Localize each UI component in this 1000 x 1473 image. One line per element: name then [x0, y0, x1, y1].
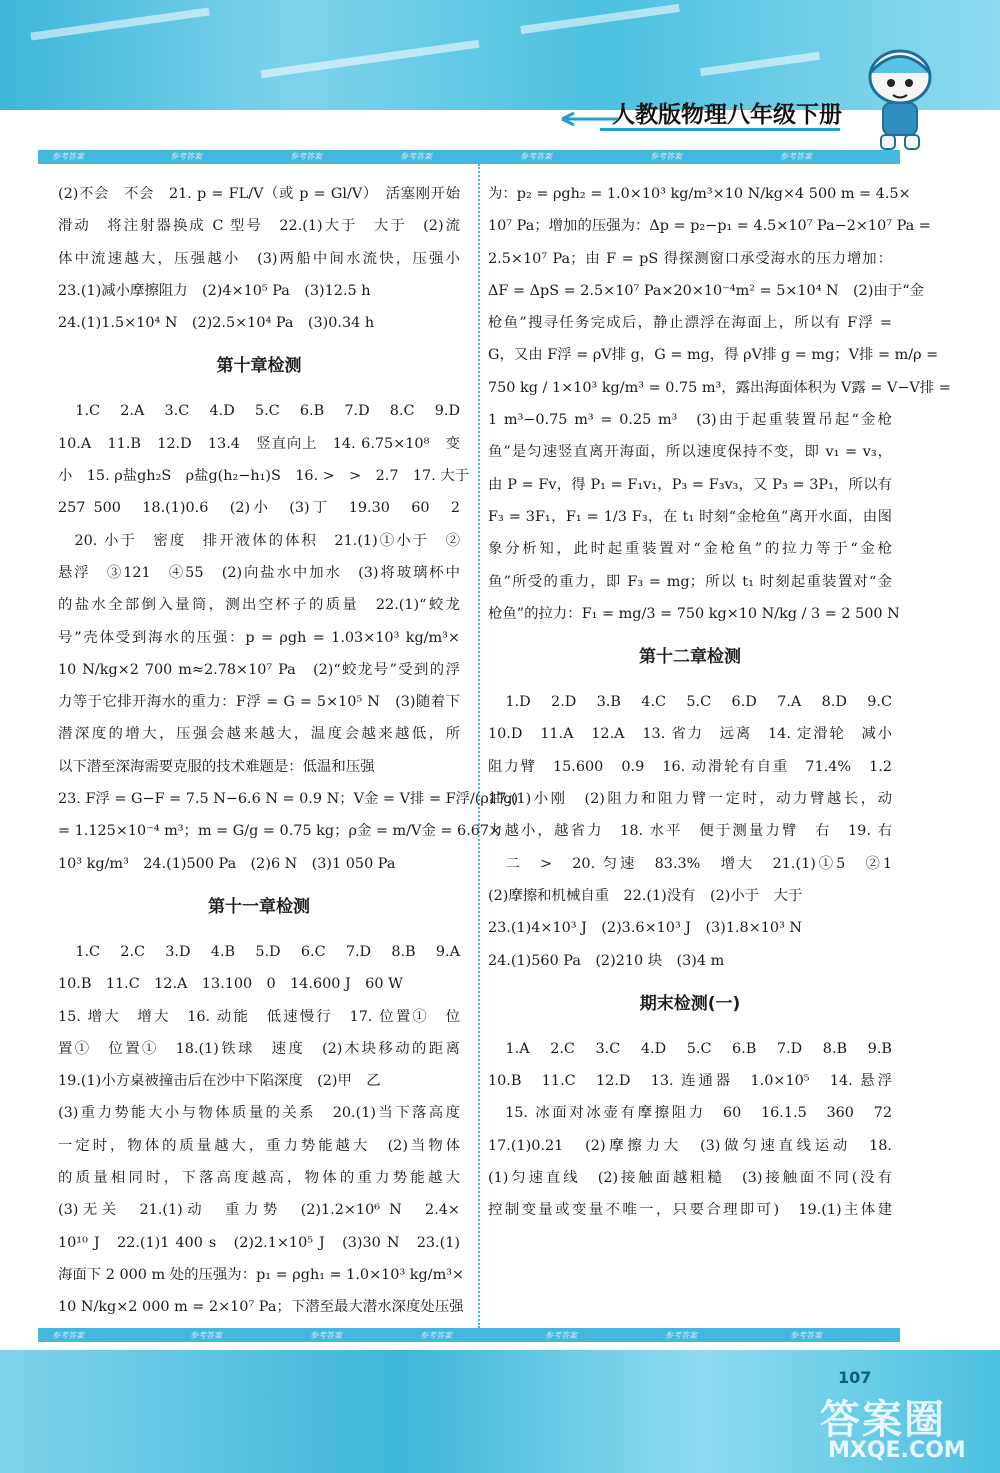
answer-line: 23.(1)减小摩擦阻力 (2)4×10⁵ Pa (3)12.5 h — [58, 282, 371, 299]
section-heading: 第十章检测 — [216, 356, 302, 377]
answer-line: 海面下 2 000 m 处的压强为：p₁ = ρgh₁ = 1.0×10³ kg/m³× — [58, 1266, 465, 1283]
answer-frame-top-strip — [38, 150, 900, 164]
answer-line: 1.D 2.D 3.B 4.C 5.C 6.D 7.A 8.D 9.C — [488, 694, 892, 711]
watermark-logo: 答案圈 — [820, 1397, 946, 1443]
answer-line: (2)不会 不会 21. p = FL/V（或 p = Gl/V） 活塞刚开始 — [58, 186, 460, 202]
strip-label: 参考答案 — [52, 152, 84, 161]
watermark-url: MXQE.COM — [828, 1438, 966, 1463]
answer-line: 潜深度的增大，压强会越来越大，温度会越来越低，所 — [58, 726, 460, 743]
answer-line: 置① 位置① 18.(1)铁球 速度 (2)木块移动的距离 — [58, 1040, 460, 1057]
answer-line: 力等于它排开海水的重力：F浮 = G = 5×10⁵ N (3)随着下 — [58, 694, 460, 711]
answer-line: 号”壳体受到海水的压强：p = ρgh = 1.03×10³ kg/m³× — [58, 629, 460, 646]
strip-label: 参考答案 — [420, 1331, 452, 1340]
strip-label: 参考答案 — [545, 1331, 577, 1340]
answer-line: 19.(1)小方桌被撞击后在沙中下陷深度 (2)甲 乙 — [58, 1073, 381, 1090]
answer-line: 鱼”所受的重力，即 F₃ = mg；所以 t₁ 时刻起重装置对“金 — [488, 573, 892, 590]
answer-line: 10.B 11.C 12.D 13. 连通器 1.0×10⁵ 14. 悬浮 — [488, 1073, 892, 1090]
answer-line: 悬浮 ③121 ④55 (2)向盐水中加水 (3)将玻璃杯中 — [58, 564, 460, 581]
strip-label: 参考答案 — [790, 1331, 822, 1340]
answer-line: 体中流速越大，压强越小 (3)两船中间水流快，压强小 — [58, 250, 460, 267]
answer-frame-bottom-strip — [38, 1328, 900, 1342]
answer-line: 17.(1)0.21 (2)摩擦力大 (3)做匀速直线运动 18. — [488, 1137, 892, 1154]
answer-line: 10.D 11.A 12.A 13. 省力 远离 14. 定滑轮 减小 — [488, 726, 892, 743]
strip-label: 参考答案 — [665, 1331, 697, 1340]
answer-line: 20. 小于 密度 排开液体的体积 21.(1)①小于 ② — [58, 532, 460, 549]
strip-label: 参考答案 — [650, 152, 682, 161]
answer-line: 以下潜至深海需要克服的技术难题是：低温和压强 — [58, 758, 375, 775]
section-heading: 第十一章检测 — [208, 896, 310, 917]
left-answer-column — [58, 178, 519, 1324]
strip-label: 参考答案 — [400, 152, 432, 161]
answer-line: ΔF = ΔpS = 2.5×10⁷ Pa×20×10⁻⁴m² = 5×10⁴ N (2)由于“金 — [488, 282, 924, 299]
column-divider — [478, 164, 482, 1328]
answer-line: 15. 冰面对冰壶有摩擦阻力 60 16.1.5 360 72 — [488, 1105, 892, 1122]
answer-line: 枪鱼”搜寻任务完成后，静止漂浮在海面上，所以有 F浮 = — [488, 315, 892, 332]
answer-line: 10.A 11.B 12.D 13.4 竖直向上 14. 6.75×10⁸ 变 — [58, 435, 460, 452]
answer-line: 阻力臂 15.600 0.9 16. 动滑轮有自重 71.4% 1.2 — [488, 758, 892, 775]
answer-line: 的质量相同时，下落高度越高，物体的重力势能越大 — [58, 1170, 460, 1187]
answer-line: 10⁷ Pa；增加的压强为：Δp = p₂−p₁ = 4.5×10⁷ Pa−2×10⁷ Pa = — [488, 218, 931, 235]
section-heading: 第十二章检测 — [639, 647, 741, 668]
answer-line: 17.(1)小刚 (2)阻力和阻力臂一定时，动力臂越长，动 — [488, 791, 892, 808]
section-heading: 期末检测(一) — [639, 993, 741, 1014]
answer-line: 二 > 20. 匀速 83.3% 增大 21.(1)①5 ②1 — [488, 855, 892, 872]
arrow-icon — [560, 110, 620, 128]
answer-line: 257 500 18.(1)0.6 (2)小 (3)丁 19.30 60 2 — [58, 500, 460, 517]
answer-line: 由 P = Fv，得 P₁ = F₁v₁，P₃ = F₃v₃，又 P₃ = 3P₁，所以有 — [488, 476, 892, 493]
answer-line: 1.C 2.C 3.D 4.B 5.D 6.C 7.D 8.B 9.A — [58, 943, 460, 960]
answer-line: 24.(1)1.5×10⁴ N (2)2.5×10⁴ Pa (3)0.34 h — [58, 315, 375, 332]
strip-label: 参考答案 — [520, 152, 552, 161]
page-number: 107 — [838, 1368, 872, 1387]
book-title: 人教版物理八年级下册 — [612, 102, 842, 128]
strip-label: 参考答案 — [52, 1331, 84, 1340]
mascot-icon — [855, 45, 945, 155]
right-answer-column — [488, 178, 951, 1227]
answer-line: (3)重力势能大小与物体质量的关系 20.(1)当下落高度 — [58, 1105, 460, 1122]
answer-line: 为：p₂ = ρgh₂ = 1.0×10³ kg/m³×10 N/kg×4 500 m = 4.5× — [488, 186, 911, 202]
strip-label: 参考答案 — [170, 152, 202, 161]
answer-line: 1.A 2.C 3.C 4.D 5.C 6.B 7.D 8.B 9.B — [488, 1040, 892, 1057]
answer-line: G，又由 F浮 = ρV排 g，G = mg，得 ρV排 g = mg；V排 = m/ρ = — [488, 347, 939, 364]
answer-line: 10³ kg/m³ 24.(1)500 Pa (2)6 N (3)1 050 Pa — [58, 855, 396, 872]
answer-line: (2)摩擦和机械自重 22.(1)没有 (2)小于 大于 — [488, 887, 803, 904]
strip-label: 参考答案 — [780, 152, 812, 161]
answer-line: = 1.125×10⁻⁴ m³；m = G/g = 0.75 kg；ρ金 = m/V金 = 6.67× — [58, 823, 502, 840]
answer-line: 1 m³−0.75 m³ = 0.25 m³ (3)由于起重装置吊起“金枪 — [488, 412, 892, 429]
answer-line: F₃ = 3F₁，F₁ = 1/3 F₃，在 t₁ 时刻“金枪鱼”离开水面，由图 — [488, 508, 892, 525]
answer-line: 10.B 11.C 12.A 13.100 0 14.600 J 60 W — [58, 976, 403, 993]
answer-line: 控制变量或变量不唯一，只要合理即可) 19.(1)主体建 — [488, 1202, 892, 1219]
strip-label: 参考答案 — [290, 152, 322, 161]
answer-line: 力越小，越省力 18. 水平 便于测量力臂 右 19. 右 — [488, 823, 892, 840]
answer-line: 一定时，物体的质量越大，重力势能越大 (2)当物体 — [58, 1137, 460, 1154]
answer-line: 23.(1)4×10³ J (2)3.6×10³ J (3)1.8×10³ N — [488, 920, 803, 937]
answer-line: (1)匀速直线 (2)接触面越粗糙 (3)接触面不同(没有 — [488, 1170, 892, 1187]
answer-line: 小 15. ρ盐gh₂S ρ盐g(h₂−h₁)S 16. > > 2.7 17. 大于 — [58, 468, 470, 485]
answer-line: 10¹⁰ J 22.(1)1 400 s (2)2.1×10⁵ J (3)30 N 23.(1) — [58, 1234, 460, 1251]
answer-line: (3)无关 21.(1)动 重力势 (2)1.2×10⁶ N 2.4× — [58, 1202, 460, 1219]
answer-line: 750 kg / 1×10³ kg/m³ = 0.75 m³，露出海面体积为 V露 = V−V排 = — [488, 379, 951, 396]
answer-line: 1.C 2.A 3.C 4.D 5.C 6.B 7.D 8.C 9.D — [58, 403, 460, 420]
answer-line: 10 N/kg×2 700 m≈2.78×10⁷ Pa (2)“蛟龙号”受到的浮 — [58, 661, 460, 678]
answer-line: 23. F浮 = G−F = 7.5 N−6.6 N = 0.9 N；V金 = V排 = F浮/(ρ油g) — [58, 791, 519, 808]
answer-line: 15. 增大 增大 16. 动能 低速慢行 17. 位置① 位 — [58, 1008, 460, 1025]
answer-line: 象分析知，此时起重装置对“金枪鱼”的拉力等于“金枪 — [488, 541, 892, 558]
strip-label: 参考答案 — [190, 1331, 222, 1340]
answer-line: 枪鱼”的拉力：F₁ = mg/3 = 750 kg×10 N/kg / 3 = 2 500 N — [488, 605, 900, 622]
answer-line: 的盐水全部倒入量筒，测出空杯子的质量 22.(1)“蛟龙 — [58, 597, 460, 614]
answer-line: 鱼”是匀速竖直离开海面，所以速度保持不变，即 v₁ = v₃， — [488, 444, 892, 461]
header-rule — [600, 128, 840, 131]
answer-line: 2.5×10⁷ Pa；由 F = pS 得探测窗口承受海水的压力增加： — [488, 250, 892, 267]
answer-line: 滑动 将注射器换成 C 型号 22.(1)大于 大于 (2)流 — [58, 218, 460, 235]
answer-line: 24.(1)560 Pa (2)210 块 (3)4 m — [488, 952, 725, 969]
answer-line: 10 N/kg×2 000 m = 2×10⁷ Pa；下潜至最大潜水深度处压强 — [58, 1299, 464, 1316]
header-decoration-band — [0, 0, 1000, 110]
strip-label: 参考答案 — [310, 1331, 342, 1340]
